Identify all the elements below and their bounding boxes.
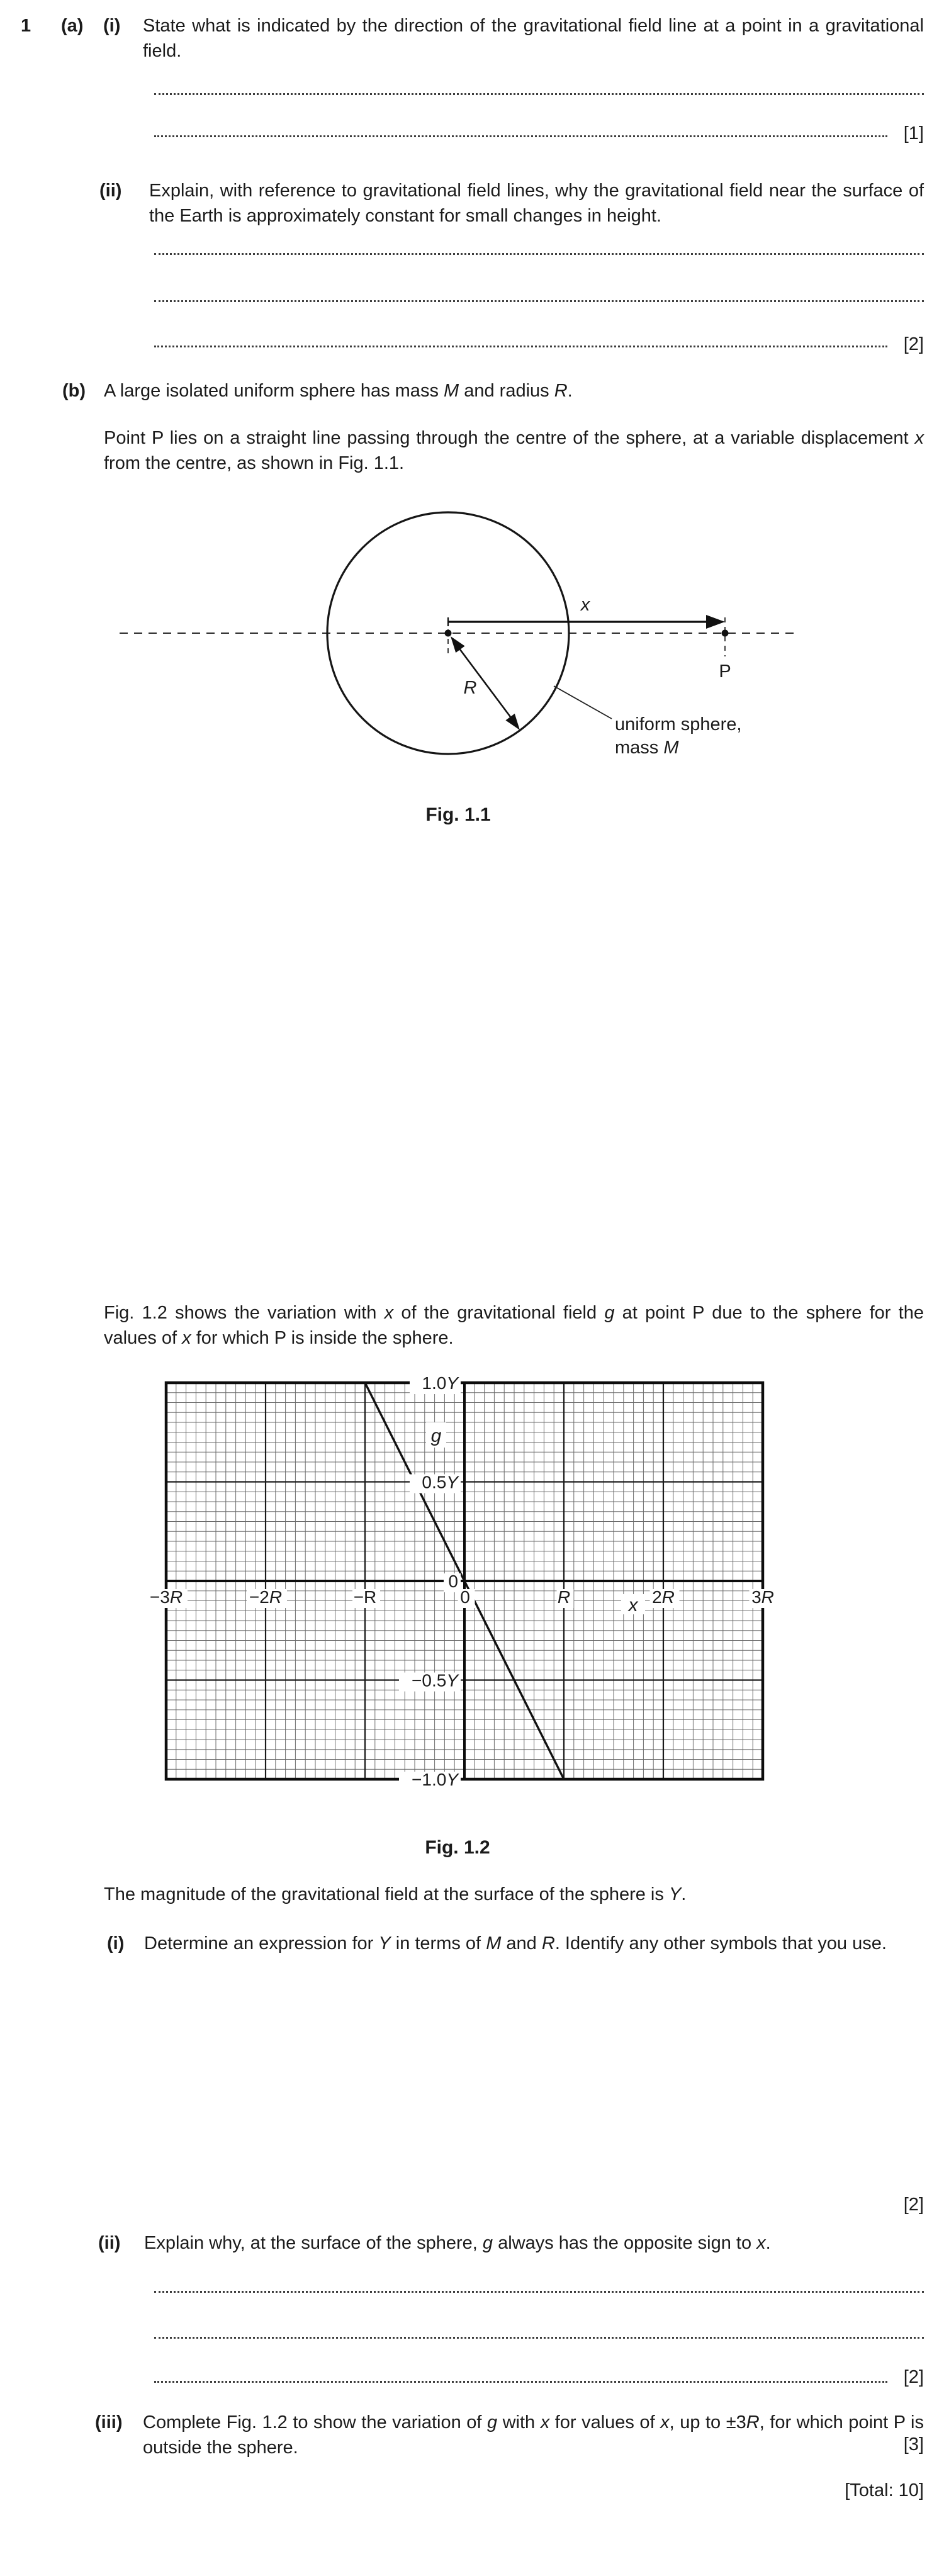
y-tick-label: −0.5Y — [412, 1670, 458, 1690]
x-tick-label: −3R — [149, 1587, 183, 1607]
x-tick-label: −R — [353, 1587, 377, 1607]
x-displacement-label: x — [580, 595, 590, 615]
part-b-label: (b) — [62, 381, 86, 401]
part-b-i-label: (i) — [107, 1933, 125, 1954]
point-p-label: P — [719, 661, 731, 682]
radius-label: R — [463, 678, 477, 698]
x-arrowhead — [706, 615, 725, 629]
part-b-point-p-text: Point P lies on a straight line passing through the centre of the sphere, at a variable displacement x from the centre, as shown in Fig. 1.1. — [104, 428, 924, 473]
x-tick-label: 0 — [460, 1587, 470, 1607]
answer-dotted-line[interactable] — [154, 346, 887, 347]
part-b-iii-text: Complete Fig. 1.2 to show the variation of g with x for values of x, up to ±3R, for which point P is outside the sphere. — [143, 2412, 924, 2458]
x-tick-label: 2R — [652, 1587, 675, 1607]
fig-1-2-graph — [145, 1353, 812, 1819]
fig-1-2-intro: Fig. 1.2 shows the variation with x of the gravitational field g at point P due to the sphere for the values of x for which P is inside the sphere. — [104, 1303, 924, 1348]
part-b-ii-label: (ii) — [98, 2233, 121, 2253]
marks-b-ii: [2] — [903, 2367, 924, 2387]
y-tick-label: −1.0Y — [412, 1770, 458, 1789]
fig-1-1-diagram — [88, 491, 868, 780]
x-tick-label: R — [557, 1587, 571, 1607]
answer-dotted-line[interactable] — [154, 300, 924, 302]
marks-a-ii: [2] — [903, 334, 924, 354]
y-tick-label: 0.5Y — [422, 1472, 458, 1492]
answer-dotted-line[interactable] — [154, 2381, 887, 2383]
sphere-annotation-line2: mass M — [615, 738, 679, 758]
point-p-dot — [722, 630, 729, 637]
centre-dot — [445, 630, 452, 637]
part-a-i-text: State what is indicated by the direction of the gravitational field line at a point in a gravitational field. — [143, 16, 924, 61]
answer-dotted-line[interactable] — [154, 2337, 924, 2339]
marks-b-i: [2] — [903, 2195, 924, 2215]
leader-line — [554, 686, 612, 719]
g-axis-label: g — [430, 1426, 442, 1446]
answer-dotted-line[interactable] — [154, 93, 924, 95]
fig-1-2-caption: Fig. 1.2 — [425, 1837, 490, 1858]
x-axis-label: x — [628, 1595, 638, 1616]
answer-dotted-line[interactable] — [154, 253, 924, 255]
part-a-ii-text: Explain, with reference to gravitational field lines, why the gravitational field near the surface of the Earth is approximately constant for small changes in height. — [149, 181, 924, 226]
question-number: 1 — [21, 16, 31, 36]
x-tick-label: 3R — [751, 1587, 774, 1607]
part-b-ii-text: Explain why, at the surface of the sphere, g always has the opposite sign to x. — [144, 2233, 771, 2253]
marks-a-i: [1] — [903, 123, 924, 143]
y-tick-label: 0 — [448, 1572, 458, 1591]
part-a-ii-label: (ii) — [99, 181, 122, 201]
radius-arrowhead-outer — [505, 714, 520, 730]
marks-b-iii: [3] — [903, 2434, 924, 2455]
part-b-intro: A large isolated uniform sphere has mass M and radius R. — [104, 381, 573, 401]
part-b-iii-label: (iii) — [95, 2412, 123, 2433]
sphere-annotation-line1: uniform sphere, — [615, 714, 742, 734]
total-marks: [Total: 10] — [845, 2480, 924, 2500]
part-a-label: (a) — [61, 16, 84, 36]
part-b-i-text: Determine an expression for Y in terms of M and R. Identify any other symbols that you use. — [144, 1933, 887, 1954]
fig-1-1-caption: Fig. 1.1 — [425, 804, 491, 825]
x-tick-label: −2R — [249, 1587, 283, 1607]
surface-field-text: The magnitude of the gravitational field at the surface of the sphere is Y. — [104, 1884, 687, 1904]
answer-dotted-line[interactable] — [154, 135, 887, 137]
answer-dotted-line[interactable] — [154, 2291, 924, 2293]
y-tick-label: 1.0Y — [422, 1373, 458, 1393]
radius-arrowhead-inner — [451, 636, 465, 653]
part-a-i-label: (i) — [103, 16, 121, 36]
